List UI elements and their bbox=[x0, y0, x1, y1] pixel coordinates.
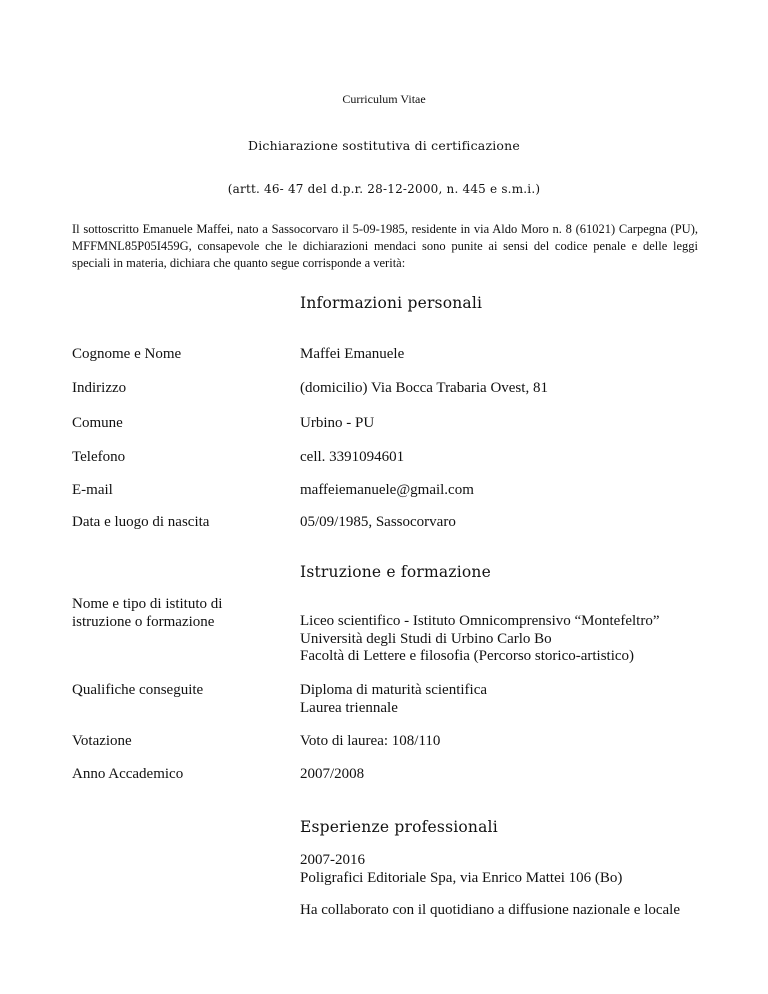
experience-employer: Poligrafici Editoriale Spa, via Enrico Mattei 106 (Bo) bbox=[300, 869, 623, 886]
value-email: maffeiemanuele@gmail.com bbox=[300, 482, 474, 498]
value-qualifications bbox=[300, 682, 740, 717]
qualification-line: Laurea triennale bbox=[300, 699, 398, 716]
value-phone: cell. 3391094601 bbox=[300, 449, 405, 465]
value-name: Maffei Emanuele bbox=[300, 346, 405, 362]
section-heading-personal: Informazioni personali bbox=[300, 294, 483, 312]
label-qualifications: Qualifiche conseguite bbox=[72, 682, 204, 698]
section-heading-education: Istruzione e formazione bbox=[300, 563, 491, 581]
document-title: Curriculum Vitae bbox=[342, 92, 426, 106]
legal-reference: (artt. 46- 47 del d.p.r. 28-12-2000, n. 445 e s.m.i.) bbox=[227, 182, 541, 196]
label-city: Comune bbox=[72, 415, 123, 431]
label-institute bbox=[72, 596, 272, 631]
label-grade: Votazione bbox=[72, 733, 132, 749]
label-name: Cognome e Nome bbox=[72, 346, 182, 362]
experience-block bbox=[300, 852, 740, 887]
institute-line: Facoltà di Lettere e filosofia (Percorso storico-artistico) bbox=[300, 648, 635, 664]
label-email: E-mail bbox=[72, 482, 113, 498]
value-institute bbox=[300, 613, 740, 666]
qualification-line: Diploma di maturità scientifica bbox=[300, 682, 488, 698]
value-year: 2007/2008 bbox=[300, 766, 365, 782]
experience-description: Ha collaborato con il quotidiano a diffusione nazionale e locale bbox=[300, 902, 681, 918]
label-birth: Data e luogo di nascita bbox=[72, 514, 210, 530]
value-birth: 05/09/1985, Sassocorvaro bbox=[300, 514, 456, 530]
label-institute-line: istruzione o formazione bbox=[72, 613, 215, 630]
value-address: (domicilio) Via Bocca Trabaria Ovest, 81 bbox=[300, 380, 548, 396]
label-address: Indirizzo bbox=[72, 380, 127, 396]
declaration-paragraph: Il sottoscritto Emanuele Maffei, nato a Sassocorvaro il 5-09-1985, residente in via Aldo Moro n. 8 (61021) Carpegna (PU), MFFMNL85P05I459G, consapevole che le dichiarazioni mendaci sono punite ai sensi del codice penale e delle leggi speciali in materia, dichiara che quanto segue corrisponde a verità: bbox=[72, 222, 698, 270]
value-grade: Voto di laurea: 108/110 bbox=[300, 733, 441, 749]
label-institute-line: Nome e tipo di istituto di bbox=[72, 596, 223, 612]
value-city: Urbino - PU bbox=[300, 415, 375, 431]
institute-line: Università degli Studi di Urbino Carlo Bo bbox=[300, 630, 552, 647]
section-heading-experience: Esperienze professionali bbox=[300, 818, 498, 836]
institute-line: Liceo scientifico - Istituto Omnicomprensivo “Montefeltro” bbox=[300, 613, 660, 629]
experience-period: 2007-2016 bbox=[300, 852, 365, 868]
label-phone: Telefono bbox=[72, 449, 126, 465]
document-subtitle: Dichiarazione sostitutiva di certificazione bbox=[247, 138, 521, 153]
label-year: Anno Accademico bbox=[72, 766, 184, 782]
